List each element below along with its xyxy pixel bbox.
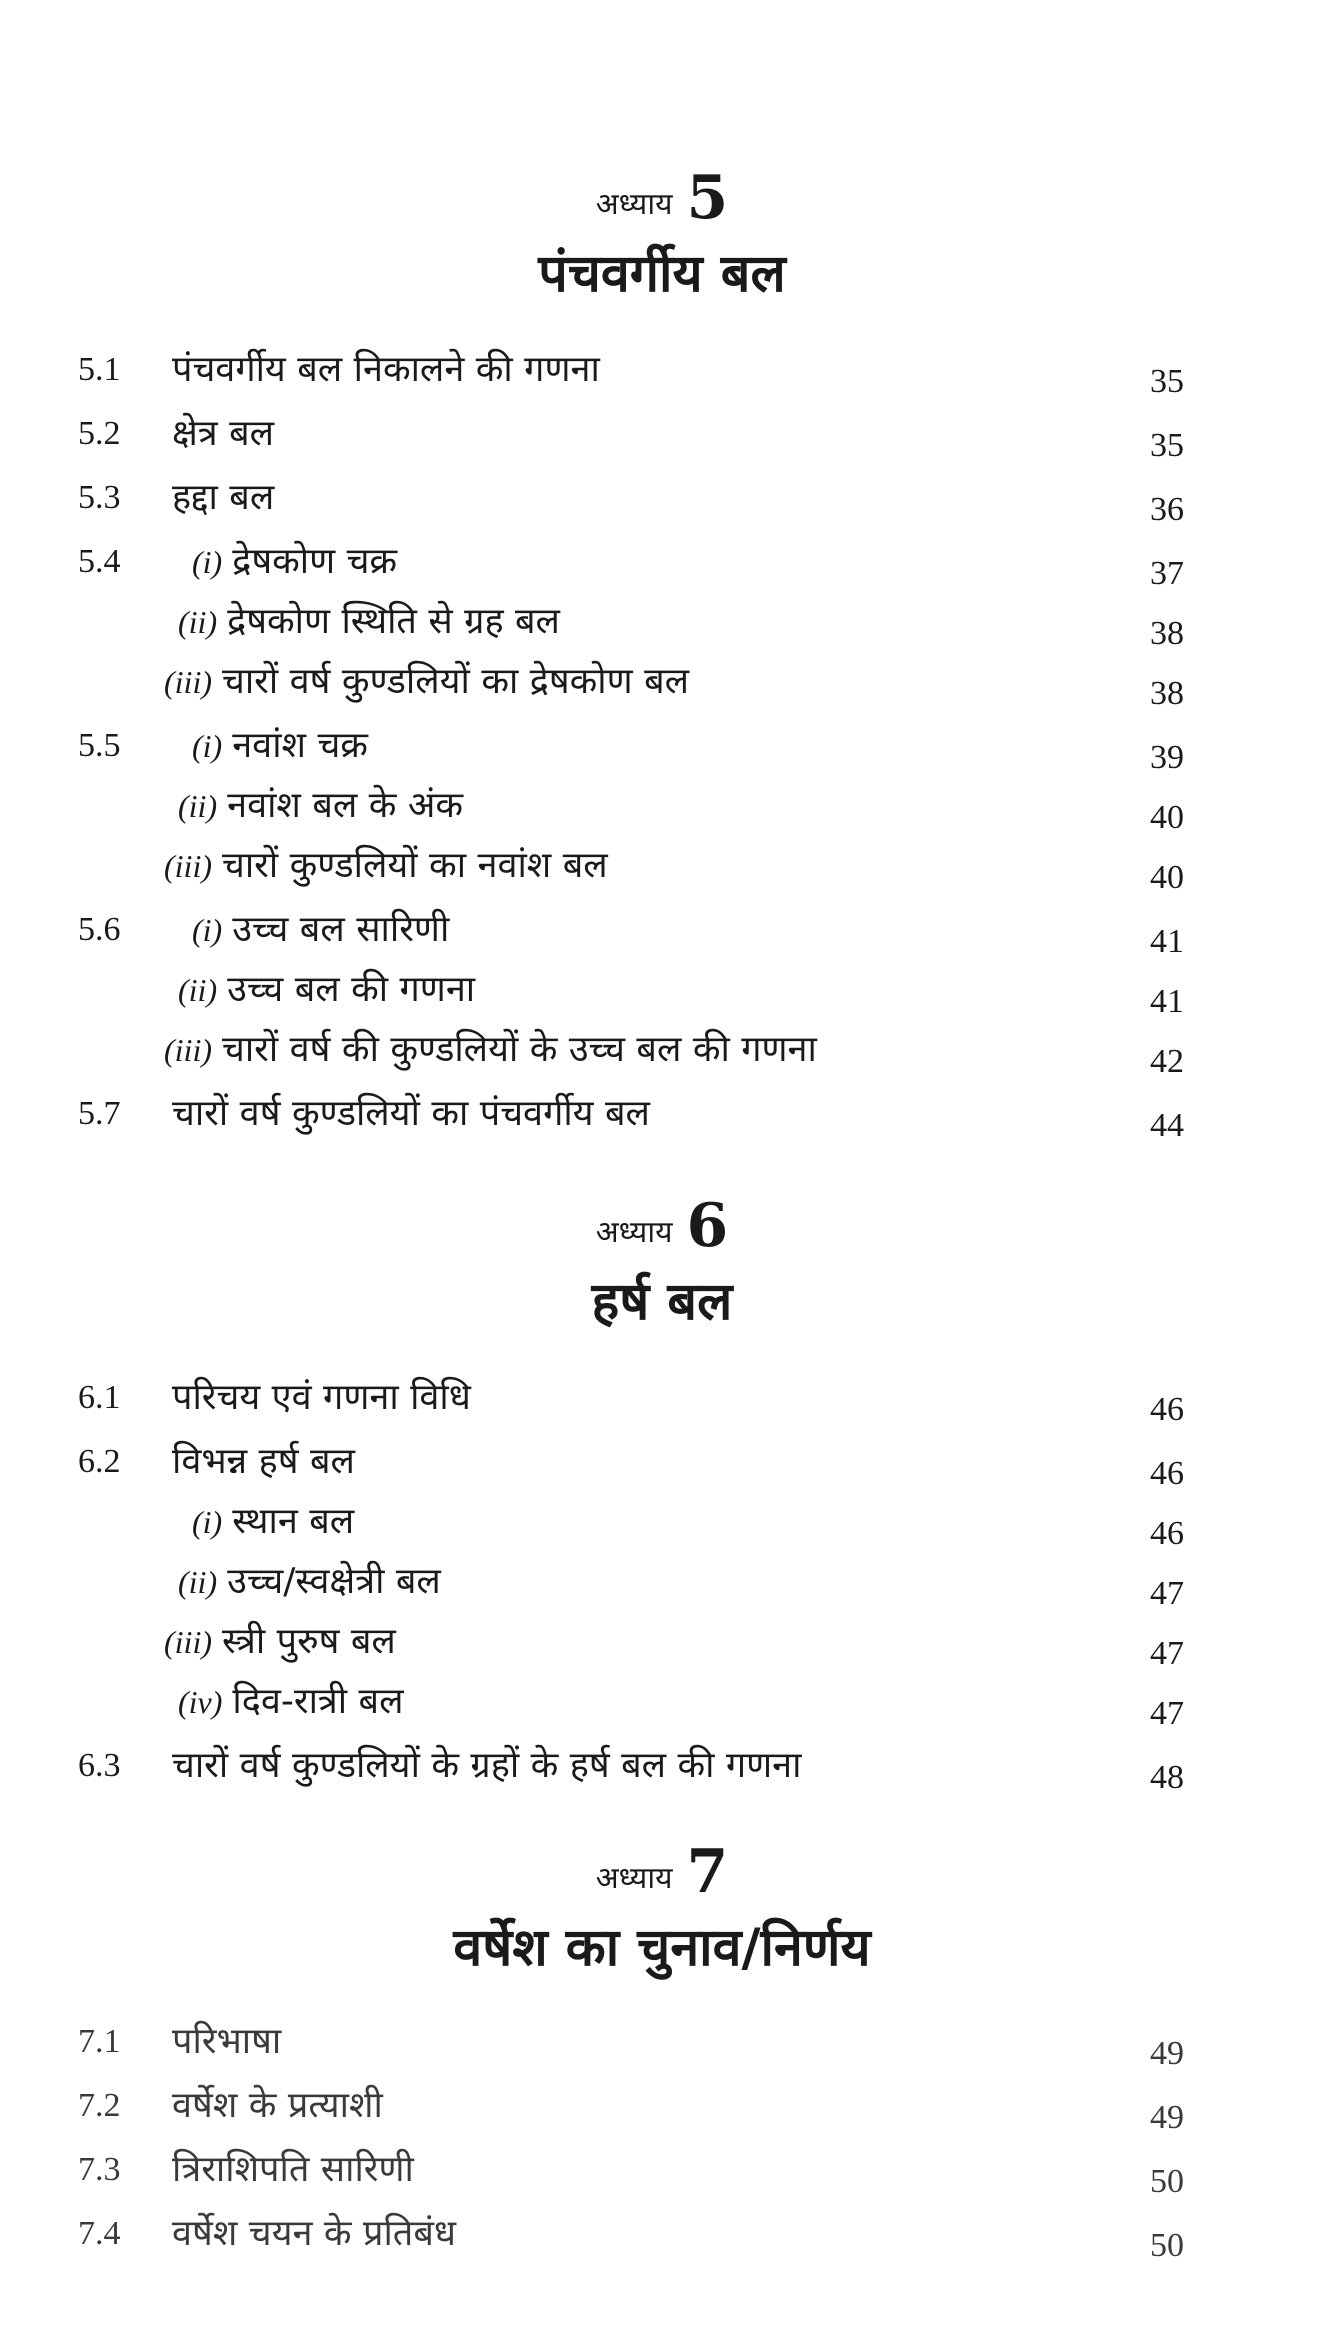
entry-title	[172, 468, 274, 528]
toc-entry	[0, 960, 1324, 1020]
page-number: 35	[1150, 427, 1184, 464]
page-number: 48	[1150, 1759, 1184, 1796]
section-number: 5.7	[78, 1095, 121, 1132]
page-number: 50	[1150, 2163, 1184, 2200]
page-number: 40	[1150, 799, 1184, 836]
chapter-word: अध्याय	[595, 187, 673, 222]
entry-title-text: उच्च बल की गणना	[227, 969, 476, 1010]
entry-title-text: परिचय एवं गणना विधि	[172, 1377, 471, 1418]
subsection-marker: (ii)	[178, 788, 218, 824]
toc-entry	[0, 776, 1324, 836]
chapter-label	[0, 1191, 1324, 1263]
section-number: 5.5	[78, 727, 121, 764]
section-number: 6.1	[78, 1379, 121, 1416]
toc-entry	[0, 1368, 1324, 1428]
subsection-marker: (iii)	[164, 664, 212, 700]
entry-title	[172, 2076, 383, 2136]
chapter-word: अध्याय	[595, 1215, 673, 1250]
entry-title-text: द्रेषकोण चक्र	[232, 541, 398, 582]
entry-title-text: द्रेषकोण स्थिति से ग्रह बल	[227, 601, 560, 642]
page-number: 38	[1150, 615, 1184, 652]
entry-title-text: हद्दा बल	[172, 477, 275, 518]
chapter-title: हर्ष बल	[591, 1272, 733, 1332]
toc-entry	[0, 2076, 1324, 2136]
section-number: 5.3	[78, 479, 121, 516]
page-number: 41	[1150, 983, 1184, 1020]
entry-title-text: चारों वर्ष की कुण्डलियों के उच्च बल की गणना	[221, 1029, 817, 1070]
toc-entry	[0, 468, 1324, 528]
toc-entry	[0, 836, 1324, 896]
chapter-title: वर्षेश का चुनाव/निर्णय	[453, 1918, 871, 1978]
chapter-label	[0, 1837, 1324, 1909]
toc-entry	[0, 1672, 1324, 1732]
entry-title	[172, 1736, 802, 1796]
toc-entry	[0, 1492, 1324, 1552]
section-number: 7.3	[78, 2151, 121, 2188]
toc-entry	[0, 340, 1324, 400]
subsection-marker: (i)	[192, 1504, 223, 1540]
chapter-7-heading	[0, 1837, 1324, 1983]
entry-title-text: उच्च बल सारिणी	[232, 909, 450, 950]
section-number: 7.1	[78, 2023, 121, 2060]
toc-entry	[0, 592, 1324, 652]
section-number: 5.6	[78, 911, 121, 948]
toc-entry	[0, 404, 1324, 464]
page-number: 47	[1150, 1695, 1184, 1732]
subsection-marker: (i)	[192, 912, 223, 948]
subsection-marker: (i)	[192, 544, 223, 580]
page-number: 41	[1150, 923, 1184, 960]
chapter-number: 7	[686, 1837, 729, 1907]
entry-title	[172, 2012, 281, 2072]
chapter-number: 6	[686, 1191, 729, 1261]
entry-title-text: वर्षेश के प्रत्याशी	[172, 2085, 383, 2126]
toc-entry	[0, 1084, 1324, 1144]
page-number: 47	[1150, 1635, 1184, 1672]
entry-title	[178, 592, 560, 652]
toc-entry	[0, 900, 1324, 960]
chapter-title: पंचवर्गीय बल	[538, 244, 786, 304]
entry-title	[192, 1492, 354, 1552]
page-number: 46	[1150, 1455, 1184, 1492]
entry-title	[178, 1552, 441, 1612]
entry-title-text: दिव-रात्री बल	[232, 1681, 404, 1722]
entry-title	[192, 716, 368, 776]
page-number: 40	[1150, 859, 1184, 896]
page-number: 50	[1150, 2227, 1184, 2264]
entry-title-text: स्त्री पुरुष बल	[221, 1621, 396, 1662]
subsection-marker: (iii)	[164, 1624, 212, 1660]
section-number: 5.2	[78, 415, 121, 452]
page-number: 35	[1150, 363, 1184, 400]
page-number: 36	[1150, 491, 1184, 528]
subsection-marker: (i)	[192, 728, 223, 764]
entry-title-text: क्षेत्र बल	[172, 413, 275, 454]
entry-title	[178, 776, 463, 836]
page-number: 42	[1150, 1043, 1184, 1080]
toc-entry	[0, 2204, 1324, 2264]
page-number: 46	[1150, 1515, 1184, 1552]
toc-entry	[0, 1736, 1324, 1796]
toc-entry	[0, 2140, 1324, 2200]
entry-title	[192, 900, 449, 960]
entry-title	[172, 2140, 414, 2200]
toc-entry	[0, 2012, 1324, 2072]
page-number: 37	[1150, 555, 1184, 592]
subsection-marker: (ii)	[178, 604, 218, 640]
subsection-marker: (iv)	[178, 1684, 223, 1720]
entry-title-text: त्रिराशिपति सारिणी	[172, 2149, 414, 2190]
entry-title-text: उच्च/स्वक्षेत्री बल	[227, 1561, 441, 1602]
chapter-word: अध्याय	[595, 1861, 673, 1896]
entry-title	[164, 1020, 817, 1080]
entry-title	[164, 836, 608, 896]
entry-title-text: चारों वर्ष कुण्डलियों के ग्रहों के हर्ष बल की गणना	[172, 1745, 802, 1786]
entry-title	[172, 1432, 355, 1492]
toc-entry	[0, 1612, 1324, 1672]
toc-entry	[0, 1432, 1324, 1492]
subsection-marker: (iii)	[164, 1032, 212, 1068]
entry-title	[164, 652, 689, 712]
entry-title	[172, 404, 274, 464]
section-number: 7.2	[78, 2087, 121, 2124]
section-number: 5.4	[78, 543, 121, 580]
toc-entry	[0, 1020, 1324, 1080]
subsection-marker: (iii)	[164, 848, 212, 884]
toc-entry	[0, 1552, 1324, 1612]
entry-title-text: स्थान बल	[232, 1501, 355, 1542]
chapter-label	[0, 163, 1324, 235]
entry-title	[164, 1612, 396, 1672]
subsection-marker: (ii)	[178, 1564, 218, 1600]
entry-title-text: पंचवर्गीय बल निकालने की गणना	[172, 349, 600, 390]
section-number: 5.1	[78, 351, 121, 388]
entry-title	[178, 1672, 404, 1732]
page-number: 46	[1150, 1391, 1184, 1428]
page-number: 44	[1150, 1107, 1184, 1144]
entry-title	[192, 532, 397, 592]
entry-title-text: नवांश चक्र	[232, 725, 368, 766]
entry-title-text: चारों वर्ष कुण्डलियों का पंचवर्गीय बल	[172, 1093, 650, 1134]
page-number: 38	[1150, 675, 1184, 712]
entry-title-text: नवांश बल के अंक	[227, 785, 463, 826]
entry-title-text: चारों वर्ष कुण्डलियों का द्रेषकोण बल	[221, 661, 690, 702]
chapter-6-heading	[0, 1191, 1324, 1337]
entry-title	[172, 1084, 650, 1144]
page-number: 49	[1150, 2035, 1184, 2072]
page-number: 47	[1150, 1575, 1184, 1612]
section-number: 6.3	[78, 1747, 121, 1784]
entry-title	[172, 1368, 471, 1428]
section-number: 7.4	[78, 2215, 121, 2252]
entry-title	[178, 960, 475, 1020]
chapter-number: 5	[686, 163, 729, 233]
entry-title-text: परिभाषा	[172, 2021, 282, 2062]
entry-title	[172, 2204, 456, 2264]
entry-title-text: वर्षेश चयन के प्रतिबंध	[172, 2213, 457, 2254]
entry-title-text: चारों कुण्डलियों का नवांश बल	[221, 845, 608, 886]
page-number: 39	[1150, 739, 1184, 776]
toc-entry	[0, 652, 1324, 712]
subsection-marker: (ii)	[178, 972, 218, 1008]
entry-title	[172, 340, 600, 400]
chapter-5-heading	[0, 163, 1324, 309]
page-number: 49	[1150, 2099, 1184, 2136]
toc-entry	[0, 532, 1324, 592]
entry-title-text: विभन्न हर्ष बल	[172, 1441, 355, 1482]
toc-entry	[0, 716, 1324, 776]
section-number: 6.2	[78, 1443, 121, 1480]
